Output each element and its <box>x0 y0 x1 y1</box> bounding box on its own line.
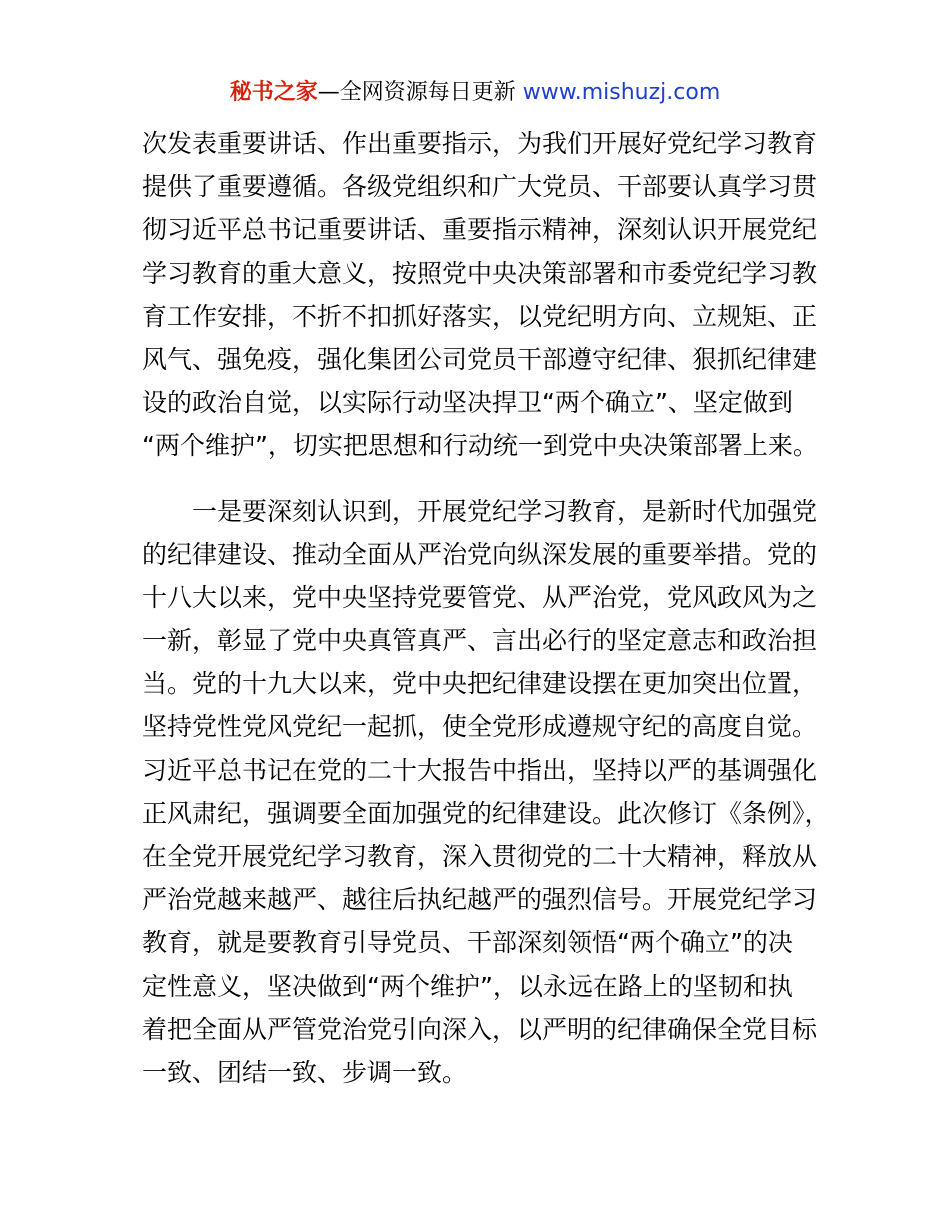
text-line: 当。党的十九大以来，党中央把纪律建设摆在更加突出位置， <box>142 669 818 699</box>
text-line: 定性意义，坚决做到“两个维护”，以永远在路上的坚韧和执 <box>142 971 793 1001</box>
text-line: 风气、强免疫，强化集团公司党员干部遵守纪律、狠抓纪律建 <box>142 344 818 374</box>
text-line: 教育，就是要教育引导党员、干部深刻领悟“两个确立”的决 <box>142 928 793 958</box>
text-line: 一致、团结一致、步调一致。 <box>142 1057 468 1087</box>
page-header <box>0 78 950 108</box>
text-line: 设的政治自觉，以实际行动坚决捍卫“两个确立”、坚定做到 <box>142 388 793 418</box>
site-url-link[interactable]: www.mishuzj.com <box>522 80 721 105</box>
text-line: 一是要深刻认识到，开展党纪学习教育，是新时代加强党 <box>142 496 818 526</box>
text-line: 着把全面从严管党治党引向深入，以严明的纪律确保全党目标 <box>142 1014 818 1044</box>
document-body <box>142 122 830 1094</box>
text-line: 学习教育的重大意义，按照党中央决策部署和市委党纪学习教 <box>142 258 818 288</box>
text-line: 在全党开展党纪学习教育，深入贯彻党的二十大精神，释放从 <box>142 842 818 871</box>
text-line: 一新，彰显了党中央真管真严、言出必行的坚定意志和政治担 <box>142 626 818 656</box>
text-line: 十八大以来，党中央坚持党要管党、从严治党，党风政风为之 <box>142 582 818 612</box>
text-line: “两个维护”，切实把思想和行动统一到党中央决策部署上来。 <box>142 431 818 461</box>
text-line: 坚持党性党风党纪一起抓，使全党形成遵规守纪的高度自觉。 <box>142 712 818 742</box>
paragraph-2 <box>142 490 830 1095</box>
text-line: 育工作安排，不折不扣抓好落实，以党纪明方向、立规矩、正 <box>142 301 818 331</box>
site-brand: 秘书之家 <box>229 80 318 105</box>
text-line: 彻习近平总书记重要讲话、重要指示精神，深刻认识开展党纪 <box>142 215 818 245</box>
paragraph-1 <box>142 122 822 468</box>
text-line: 次发表重要讲话、作出重要指示，为我们开展好党纪学习教育 <box>142 129 818 158</box>
text-line: 提供了重要遵循。各级党组织和广大党员、干部要认真学习贯 <box>142 172 818 202</box>
text-line: 习近平总书记在党的二十大报告中指出，坚持以严的基调强化 <box>142 755 818 785</box>
text-line: 的纪律建设、推动全面从严治党向纵深发展的重要举措。党的 <box>142 539 818 569</box>
site-tagline: —全网资源每日更新 <box>317 80 523 105</box>
text-line: 严治党越来越严、越往后执纪越严的强烈信号。开展党纪学习 <box>142 885 818 915</box>
text-line: 正风肃纪，强调要全面加强党的纪律建设。此次修订《条例》， <box>142 798 830 828</box>
